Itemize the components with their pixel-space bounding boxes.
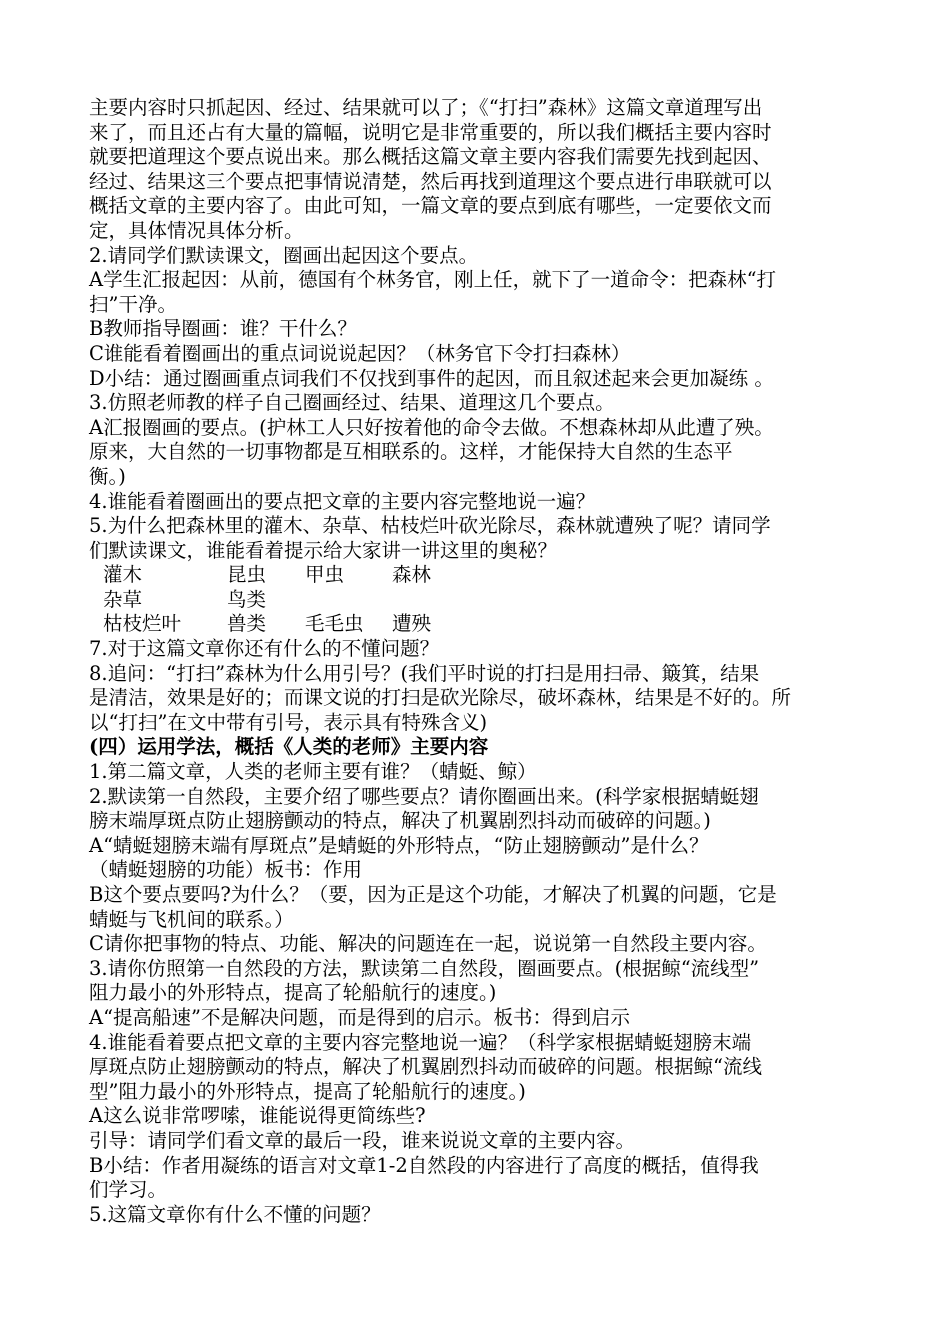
hint-cell: 遭殃 [392, 612, 432, 636]
hint-cell: 兽类 [227, 612, 267, 636]
text-line: 5.这篇文章你有什么不懂的问题？ [89, 1202, 381, 1226]
text-line: C请你把事物的特点、功能、解决的问题连在一起，说说第一自然段主要内容。 [89, 932, 767, 956]
text-line: A学生汇报起因：从前，德国有个林务官，刚上任，就下了一道命令：把森林“打 [89, 268, 777, 292]
hint-cell: 森林 [392, 563, 432, 587]
text-line: 3.请你仿照第一自然段的方法，默读第二自然段，圈画要点。(根据鲸“流线型” [89, 956, 760, 980]
text-line: A“蜻蜓翅膀末端有厚斑点”是蜻蜓的外形特点，“防止翅膀颤动”是什么？ [89, 833, 709, 857]
text-line: 来了，而且还占有大量的篇幅，说明它是非常重要的，所以我们概括主要内容时 [89, 120, 772, 144]
hint-row [89, 588, 869, 613]
text-line: 定，具体情况具体分析。 [89, 218, 304, 242]
section-paragraphs-2 [89, 637, 869, 735]
text-line: 是清洁，效果是好的；而课文说的打扫是砍光除尽，破坏森林，结果是不好的。所 [89, 686, 792, 710]
text-line: A“提高船速”不是解决问题，而是得到的启示。板书：得到启示 [89, 1005, 631, 1029]
document-body [89, 96, 869, 1227]
text-line: 蜻蜓与飞机间的联系。） [89, 907, 294, 931]
text-line: 们默读课文，谁能看着提示给大家讲一讲这里的奥秘？ [89, 538, 558, 562]
text-line: 扫”干净。 [89, 292, 177, 316]
hint-row [89, 563, 869, 588]
text-line: D小结：通过圈画重点词我们不仅找到事件的起因，而且叙述起来会更加凝练 。 [89, 366, 774, 390]
hint-cell: 灌木 [103, 563, 143, 587]
hint-cell: 枯枝烂叶 [103, 612, 182, 636]
text-line: A这么说非常啰嗦，谁能说得更简练些? [89, 1104, 426, 1128]
text-line: 4.谁能看着圈画出的要点把文章的主要内容完整地说一遍？ [89, 489, 596, 513]
text-line: （蜻蜓翅膀的功能）板书：作用 [89, 858, 363, 882]
text-line: 原来，大自然的一切事物都是互相联系的。这样，才能保持大自然的生态平 [89, 440, 733, 464]
hint-cell: 甲虫 [305, 563, 345, 587]
text-line: 衡。) [89, 464, 126, 488]
text-line: 2.默读第一自然段，主要介绍了哪些要点？请你圈画出来。(科学家根据蜻蜓翅 [89, 784, 759, 808]
text-line: B教师指导圈画：谁？干什么？ [89, 317, 357, 341]
text-line: 2.请同学们默读课文，圈画出起因这个要点。 [89, 243, 479, 267]
text-line: 8.追问：“打扫”森林为什么用引号？(我们平时说的打扫是用扫帚、簸箕，结果 [89, 661, 760, 685]
text-line: 就要把道理这个要点说出来。那么概括这篇文章主要内容我们需要先找到起因、 [89, 145, 772, 169]
hint-cell: 鸟类 [227, 587, 267, 611]
text-line: A汇报圈画的要点。(护林工人只好按着他的命令去做。不想森林却从此遭了殃。 [89, 415, 774, 439]
text-line: 经过、结果这三个要点把事情说清楚，然后再找到道理这个要点进行串联就可以 [89, 169, 772, 193]
text-line: 以“打扫”在文中带有引号，表示具有特殊含义) [89, 710, 488, 734]
text-line: 阻力最小的外形特点，提高了轮船航行的速度。) [89, 981, 497, 1005]
text-line: 主要内容时只抓起因、经过、结果就可以了；《“打扫”森林》这篇文章道理写出 [89, 96, 763, 119]
section-heading: (四）运用学法，概括《人类的老师》主要内容 [89, 735, 489, 759]
text-line: C谁能看着圈画出的重点词说说起因？（林务官下令打扫森林） [89, 341, 631, 365]
text-line: 1.第二篇文章，人类的老师主要有谁？（蜻蜓、鲸） [89, 760, 537, 784]
section-paragraphs-3 [89, 760, 869, 1227]
hint-cell: 毛毛虫 [305, 612, 364, 636]
text-line: 引导：请同学们看文章的最后一段，谁来说说文章的主要内容。 [89, 1128, 636, 1152]
text-line: 厚斑点防止翅膀颤动的特点，解决了机翼剧烈抖动而破碎的问题。根据鲸“流线 [89, 1055, 762, 1079]
text-line: 膀末端厚斑点防止翅膀颤动的特点，解决了机翼剧烈抖动而破碎的问题。) [89, 809, 711, 833]
text-line: B小结：作者用凝练的语言对文章1-2自然段的内容进行了高度的概括，值得我 [89, 1153, 759, 1177]
text-line: 3.仿照老师教的样子自己圈画经过、结果、道理这几个要点。 [89, 391, 615, 415]
text-line: 型”阻力最小的外形特点，提高了轮船航行的速度。) [89, 1079, 526, 1103]
section-paragraphs-1 [89, 96, 869, 563]
text-line: B这个要点要吗?为什么？（要，因为正是这个功能，才解决了机翼的问题，它是 [89, 883, 777, 906]
hint-table [89, 563, 869, 637]
hint-cell: 昆虫 [227, 563, 267, 587]
text-line: 概括文章的主要内容了。由此可知，一篇文章的要点到底有哪些，一定要依文而 [89, 194, 772, 218]
hint-cell: 杂草 [103, 587, 143, 611]
text-line: 4.谁能看着要点把文章的主要内容完整地说一遍？（科学家根据蜻蜓翅膀末端 [89, 1030, 752, 1054]
hint-row [89, 612, 869, 637]
text-line: 7.对于这篇文章你还有什么的不懂问题？ [89, 637, 440, 661]
text-line: 们学习。 [89, 1178, 168, 1202]
text-line: 5.为什么把森林里的灌木、杂草、枯枝烂叶砍光除尽，森林就遭殃了呢？请同学 [89, 514, 771, 538]
